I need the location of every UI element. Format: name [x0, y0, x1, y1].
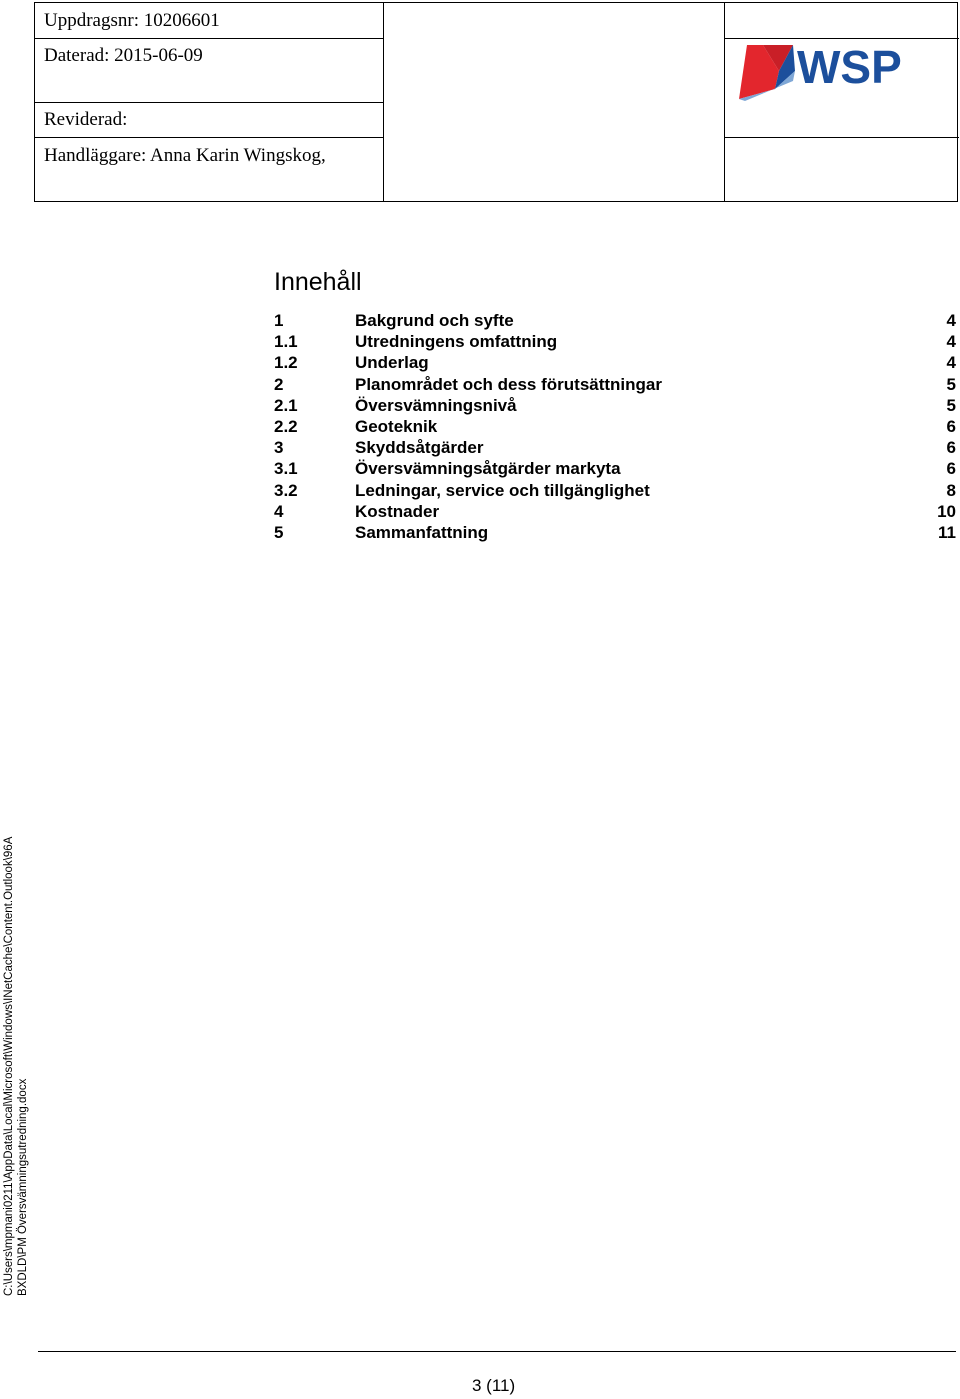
toc-entry-number: 3 — [274, 438, 284, 458]
header-row-line — [35, 102, 383, 103]
toc-entry-page: 8 — [946, 480, 956, 500]
header-row-line — [724, 38, 959, 39]
toc-entry[interactable] — [274, 480, 956, 501]
toc-entry-title: Utredningens omfattning — [355, 332, 558, 352]
toc-title: Innehåll — [274, 268, 362, 296]
wsp-logo — [735, 41, 925, 103]
toc-entry-title: Översvämningsåtgärder markyta — [355, 459, 621, 479]
toc-entry[interactable] — [274, 374, 956, 395]
toc-entry-number: 1.2 — [274, 353, 298, 373]
toc-entry[interactable] — [274, 437, 956, 458]
toc-entry-title: Ledningar, service och tillgänglighet — [355, 480, 650, 500]
handler: Handläggare: Anna Karin Wingskog, — [44, 145, 326, 166]
toc-entry-number: 4 — [274, 501, 284, 521]
toc-entry-page: 6 — [946, 459, 956, 479]
toc-entry[interactable] — [274, 501, 956, 522]
toc-entry-title: Geoteknik — [355, 416, 438, 436]
toc-entry-number: 1 — [274, 311, 284, 330]
toc-entry-page: 5 — [946, 374, 956, 394]
header-divider — [383, 3, 384, 201]
toc-entry-page: 4 — [946, 353, 956, 373]
toc-entry-page: 11 — [938, 522, 956, 542]
toc-entry[interactable] — [274, 522, 956, 543]
file-path — [2, 837, 30, 1296]
toc-entry-number: 2.2 — [274, 416, 298, 436]
footer-divider — [38, 1351, 956, 1352]
toc-entry-number: 3.1 — [274, 459, 298, 479]
toc-entry-title: Underlag — [355, 353, 429, 373]
revised: Reviderad: — [44, 109, 128, 130]
toc-entry-number: 5 — [274, 522, 284, 542]
header-row-line — [35, 38, 383, 39]
toc-entry-page: 6 — [946, 438, 956, 458]
toc-entry[interactable] — [274, 395, 956, 416]
toc-entry[interactable] — [274, 331, 956, 352]
toc-entry-number: 2.1 — [274, 395, 298, 415]
toc-entry-title: Bakgrund och syfte — [355, 311, 514, 330]
header-divider — [724, 3, 725, 201]
header-row-line — [35, 137, 383, 138]
date: Daterad: 2015-06-09 — [44, 45, 203, 66]
toc-entry-number: 2 — [274, 374, 284, 394]
table-of-contents — [274, 310, 956, 543]
toc-entry-page: 4 — [946, 311, 956, 330]
file-path-line: BXDLD\PM Översvämningsutredning.docx — [17, 1078, 29, 1296]
toc-entry-number: 1.1 — [274, 332, 298, 352]
toc-entry[interactable] — [274, 416, 956, 437]
toc-entry-title: Översvämningsnivå — [355, 395, 517, 415]
toc-entry-title: Kostnader — [355, 501, 440, 521]
toc-entry-page: 4 — [946, 332, 956, 352]
toc-entry-number: 3.2 — [274, 480, 298, 500]
toc-entry-page: 5 — [946, 395, 956, 415]
toc-entry-title: Sammanfattning — [355, 522, 489, 542]
toc-entry-page: 6 — [946, 416, 956, 436]
toc-entry-page: 10 — [937, 501, 956, 521]
toc-entry[interactable] — [274, 352, 956, 373]
toc-entry-title: Planområdet och dess förutsättningar — [355, 374, 662, 394]
logo-text: WSP — [797, 41, 902, 93]
toc-entry[interactable] — [274, 458, 956, 479]
toc-entry-title: Skyddsåtgärder — [355, 438, 484, 458]
assignment-number: Uppdragsnr: 10206601 — [44, 10, 220, 31]
header-table — [34, 2, 958, 202]
toc-entry[interactable] — [274, 310, 956, 331]
file-path-line: C:\Users\mpmani0211\AppData\Local\Microsoft\Windows\INetCache\Content.Outlook\96A — [3, 836, 15, 1296]
page-number: 3 (11) — [472, 1376, 516, 1395]
header-row-line — [724, 137, 959, 138]
